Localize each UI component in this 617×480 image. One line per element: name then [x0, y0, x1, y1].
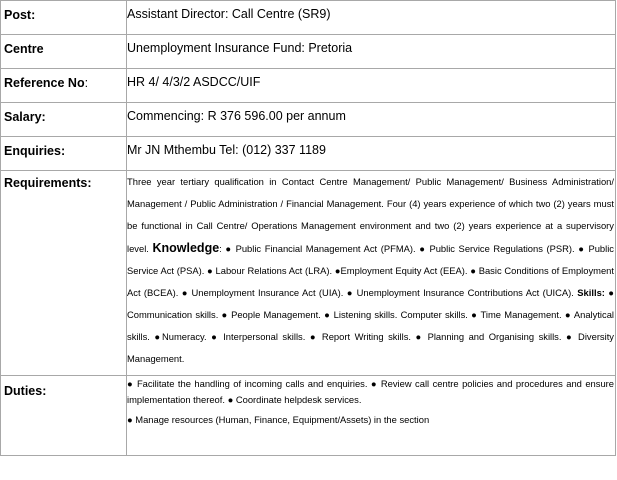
post-value: Assistant Director: Call Centre (SR9)	[127, 1, 616, 35]
requirements-value	[127, 171, 616, 376]
centre-value: Unemployment Insurance Fund: Pretoria	[127, 35, 616, 69]
duties-line-2: ● Manage resources (Human, Finance, Equipment/Assets) in the section	[127, 414, 430, 425]
requirements-label: Requirements:	[1, 171, 127, 376]
skills-heading: Skills:	[577, 287, 605, 298]
enquiries-value: Mr JN Mthembu Tel: (012) 337 1189	[127, 137, 616, 171]
post-row	[1, 1, 616, 35]
duties-line-1: ● Facilitate the handling of incoming calls and enquiries. ● Review call centre policies and procedures and ensure implementation thereof. ● Coordinate helpdesk services.	[127, 378, 614, 405]
enquiries-label: Enquiries:	[1, 137, 127, 171]
centre-row	[1, 35, 616, 69]
reference-value: HR 4/ 4/3/2 ASDCC/UIF	[127, 69, 616, 103]
duties-value	[127, 376, 616, 456]
reference-label: Reference No	[4, 76, 85, 90]
salary-label: Salary:	[1, 103, 127, 137]
requirements-row	[1, 171, 616, 376]
centre-label: Centre	[1, 35, 127, 69]
requirements-intro: Three year tertiary qualification in Contact Centre Management/ Public Management/ Business Administration/ Management / Public Administration / Financial Management. Four (4) years experience of which two (2) years must be functional in Call Centre/ Operations Management environment and two (2) years experience at a supervisory level.	[127, 176, 614, 254]
duties-row	[1, 376, 616, 456]
post-label: Post:	[1, 1, 127, 35]
salary-row	[1, 103, 616, 137]
reference-label-suffix: :	[84, 76, 89, 90]
reference-label-cell	[1, 69, 127, 103]
skills-text: ● Communication skills. ● People Management. ● Listening skills. Computer skills. ● Time Management. ● Analytical skills. ●Numeracy. ● Interpersonal skills. ● Report Writing skills. ● Planning and Organising skills. ● Diversity Management.	[127, 287, 614, 364]
duties-label: Duties:	[1, 376, 127, 456]
knowledge-text: : ● Public Financial Management Act (PFMA). ● Public Service Regulations (PSR). ● Public Service Act (PSA). ● Labour Relations Act (LRA). ●Employment Equity Act (EEA). ● Basic Conditions of Employment Act (BCEA). ● Unemployment Insurance Act (UIA). ● Unemployment Insurance Contributions Act (UICA).	[127, 243, 614, 298]
knowledge-heading: Knowledge	[152, 241, 220, 255]
enquiries-row	[1, 137, 616, 171]
reference-row	[1, 69, 616, 103]
salary-value: Commencing: R 376 596.00 per annum	[127, 103, 616, 137]
